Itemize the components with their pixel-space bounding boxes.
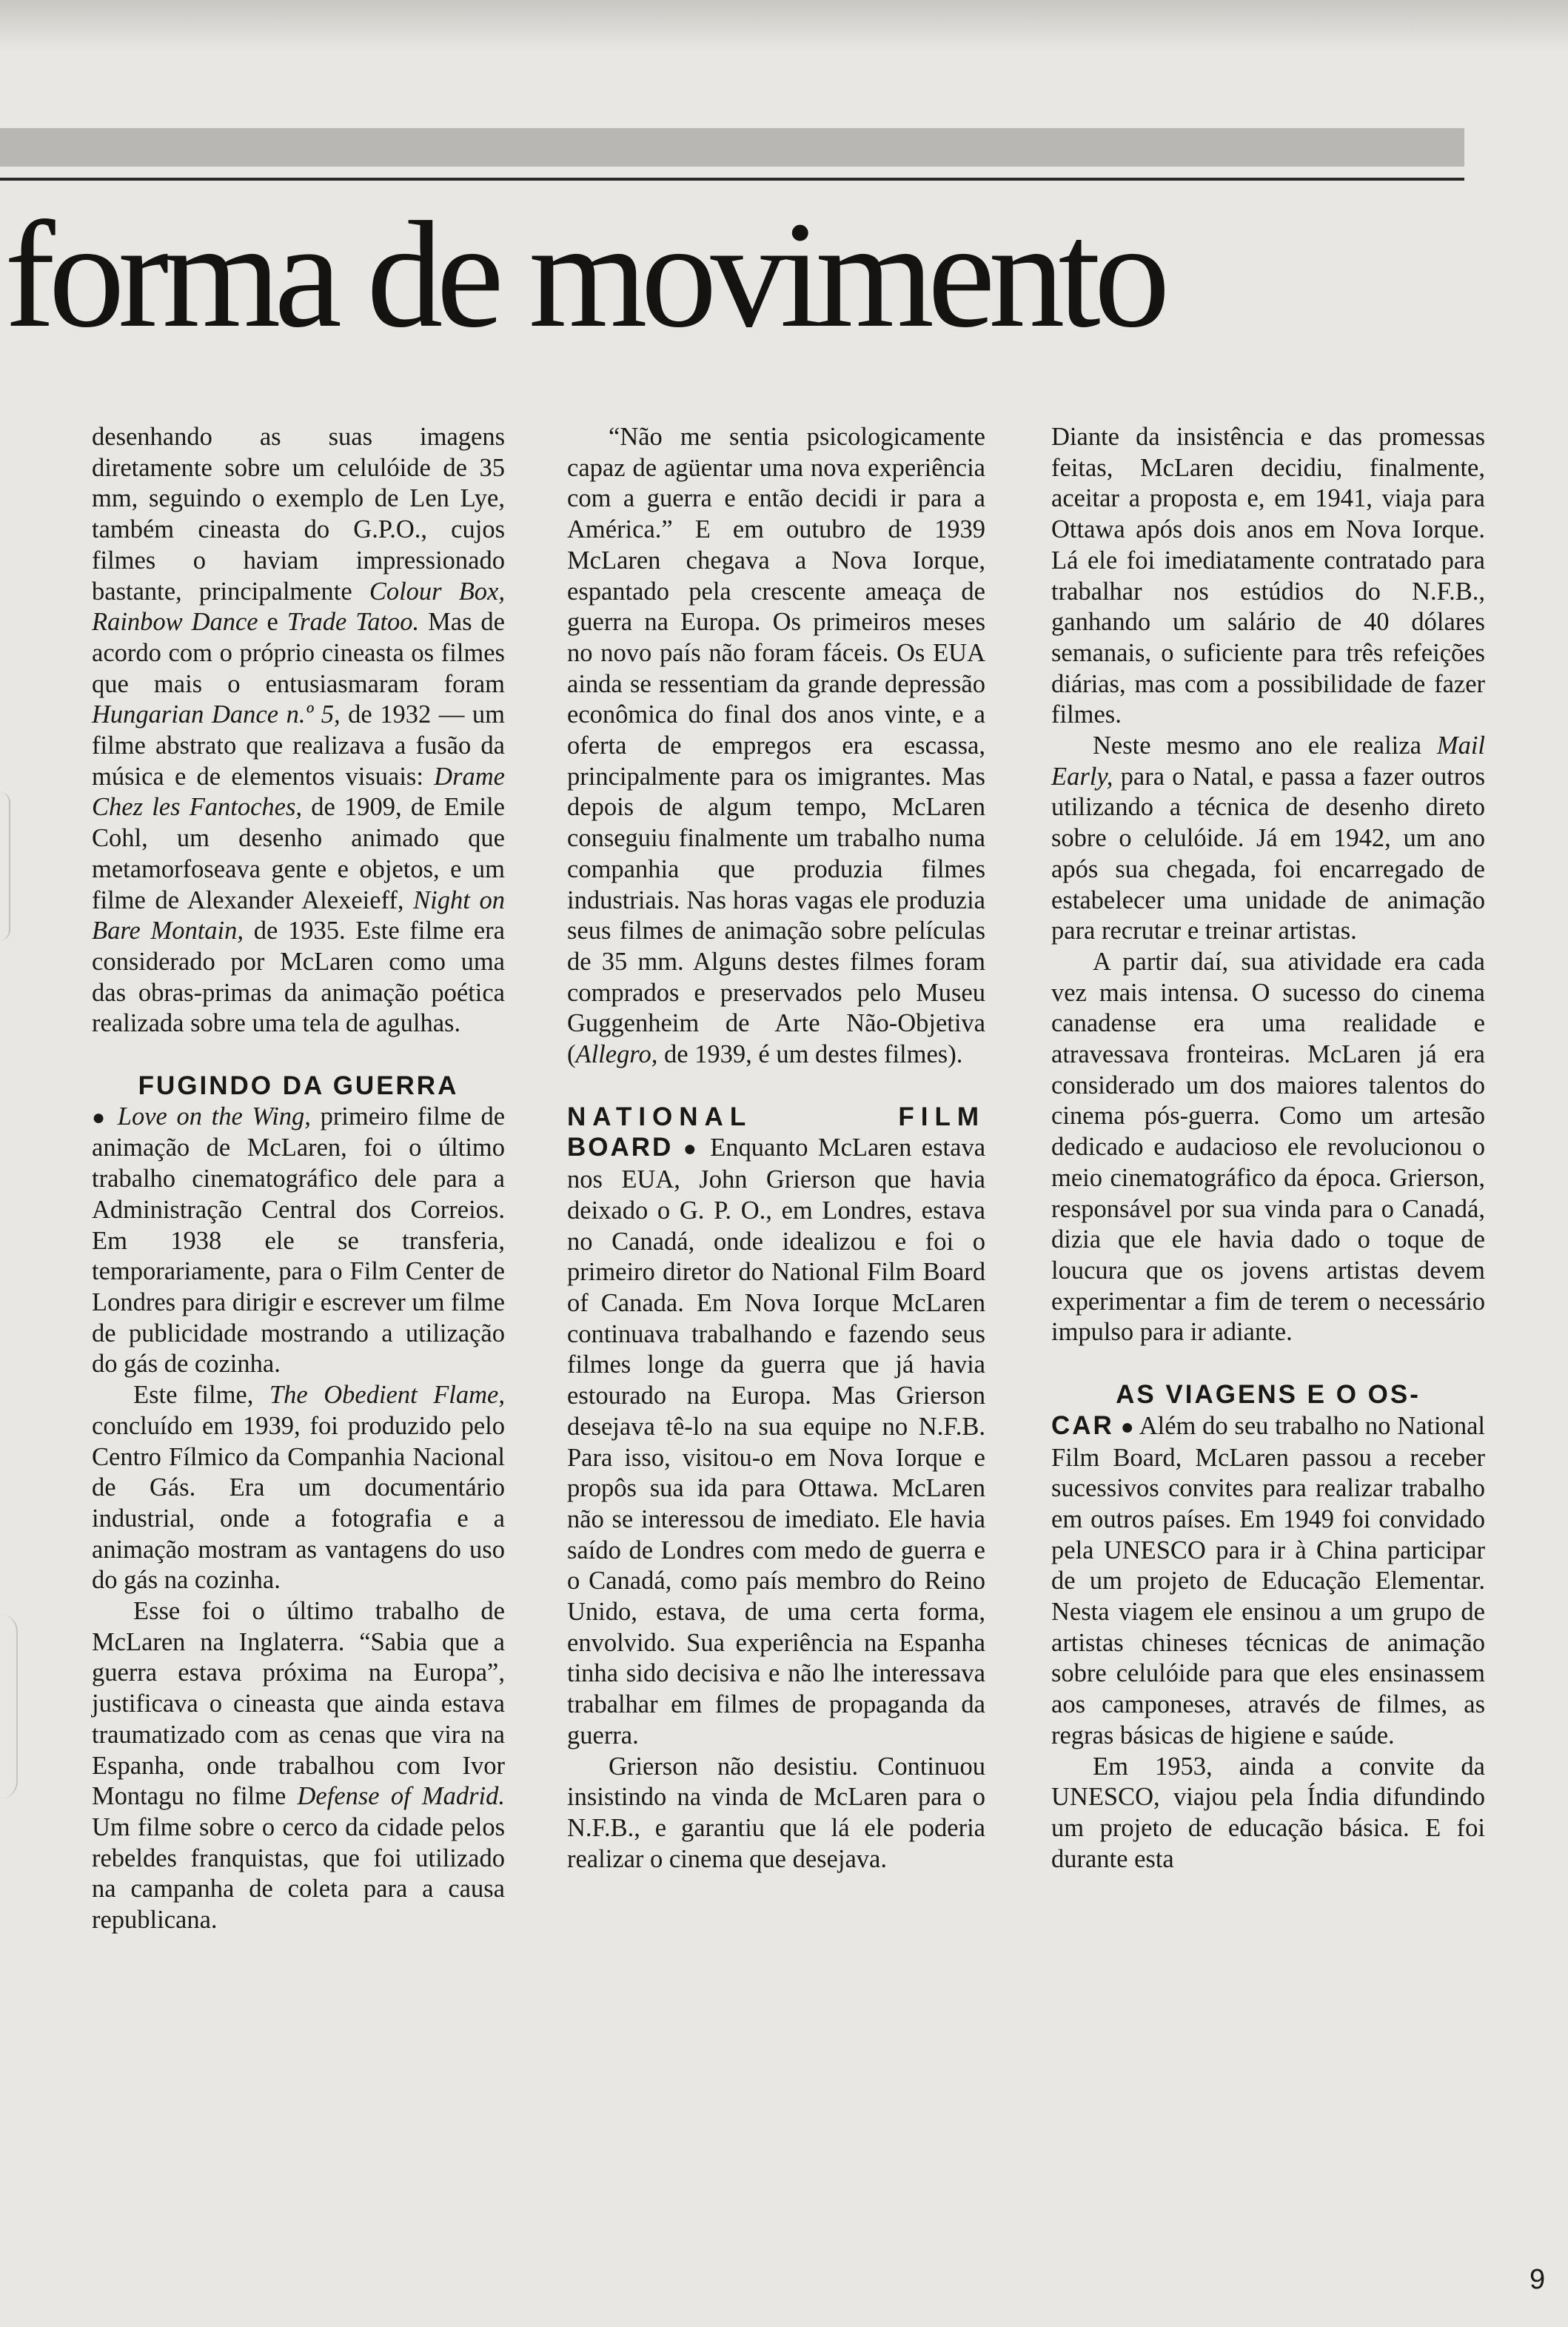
paragraph xyxy=(1051,422,1485,731)
text-run: Grierson não desistiu. Continuou insistindo na vinda de McLaren para o N.F.B., e garantiu que lá ele poderia realizar o cinema que desejava. xyxy=(567,1752,985,1873)
text-run: Enquanto McLaren estava nos EUA, John Grierson que havia deixado o G. P. O., em Londres, estava no Canadá, onde idealizou e foi o primeiro diretor do National Film Board of Canada. Em Nova Iorque McLaren continuava trabalhando e fazendo seus filmes longe da guerra que já havia estourado na Europa. Mas Grierson desejava tê-lo na sua equipe no N.F.B. Para isso, visitou-o em Nova Iorque e propôs sua ida para Ottawa. McLaren não se interessou de imediato. Ele havia saído de Londres com medo de guerra e o Canadá, como país membro do Reino Unido, estava, de uma certa forma, envolvido. Sua experiência na Espanha tinha sido decisiva e não lhe interessava trabalhar em filmes de propaganda da guerra. xyxy=(567,1134,986,1750)
paragraph xyxy=(567,1102,985,1752)
top-shadow xyxy=(0,0,1568,52)
paragraph xyxy=(1051,1379,1485,1751)
section-heading: BOARD xyxy=(567,1133,674,1162)
text-run: Além do seu trabalho no National Film Board, McLaren passou a receber sucessivos convites para realizar trabalho em outros países. Em 1949 foi convidado pela UNESCO para ir à China participar de um projeto de Educação Elementar. Nesta viagem ele ensinou a um grupo de artistas chineses técnicas de animação sobre celulóide para que eles ensinassem aos camponeses, através de filmes, as regras básicas de higiene e saúde. xyxy=(1051,1411,1485,1750)
text-run: Diante da insistência e das promessas feitas, McLaren decidiu, finalmente, aceitar a proposta e, em 1941, viaja para Ottawa após dois anos em Nova Iorque. Lá ele foi imediatamente contratado para trabalhar nos estúdios do N.F.B., ganhando um salário de 40 dólares semanais, o suficiente para três refeições diárias, mas com a possibilidade de fazer filmes. xyxy=(1051,423,1485,729)
film-title: Mail Early, xyxy=(1051,731,1485,791)
text-run: Esse foi o último trabalho de McLaren na Inglaterra. “Sabia que a guerra estava próxima na Europa”, justificava o cineasta que ainda estava traumatizado com as cenas que vira na Espanha, onde trabalhou com Ivor Montagu no filme xyxy=(92,1597,505,1811)
section-heading-block xyxy=(92,1071,505,1102)
text-run: de 1932 — um filme abstrato que realizava a fusão da música e de elementos visuais: xyxy=(92,700,505,791)
paragraph xyxy=(92,1380,505,1596)
header-rule xyxy=(0,178,1464,181)
article-column-1 xyxy=(92,422,505,1936)
text-run: Mas de acordo com o próprio cineasta os filmes que mais o entusiasmaram foram xyxy=(92,608,505,698)
paragraph xyxy=(1051,947,1485,1348)
film-title: Allegro, xyxy=(575,1040,658,1069)
text-run: “Não me sentia psicologicamente capaz de agüentar uma nova experiência com a guerra e então decidi ir para a América.” E em outubro de 1939 McLaren chegava a Nova Iorque, espantado pela crescente ameaça de guerra na Europa. Os primeiros meses no novo país não foram fáceis. Os EUA ainda se ressentiam da grande depressão econômica do final dos anos vinte, e a oferta de empregos era escassa, principalmente para os imigrantes. Mas depois de algum tempo, McLaren conseguiu finalmente um trabalho numa companhia que produzia filmes industriais. Nas horas vagas ele produzia seus filmes de animação sobre películas de 35 mm. Alguns destes filmes foram comprados e preservados pelo Museu Guggenheim de Arte Não-Objetiva ( xyxy=(567,423,985,1069)
page-edge-shadow xyxy=(0,1614,18,1799)
text-run: A partir daí, sua atividade era cada vez mais intensa. O sucesso do cinema canadense era uma realidade e atravessava fronteiras. McLaren já era considerado um dos maiores talentos do cinema pós-guerra. Como um artesão dedicado e audacioso ele revolucionou o meio cinematográfico da época. Grierson, responsável por sua vinda para o Canadá, dizia que ele havia dado o toque de loucura que os jovens artistas devem experimentar a fim de terem o necessário impulso para ir adiante. xyxy=(1051,947,1485,1347)
film-title: Hungarian Dance n.º 5, xyxy=(92,700,341,729)
paragraph xyxy=(567,1752,985,1875)
bullet-icon: ● xyxy=(1120,1414,1134,1439)
film-title: Love on the Wing, xyxy=(117,1102,311,1131)
film-title: Trade Tatoo. xyxy=(287,608,420,637)
paragraph xyxy=(1051,1752,1485,1875)
article-column-3 xyxy=(1051,422,1485,1875)
bullet-icon: ● xyxy=(92,1105,109,1130)
text-run: de 1909, de Emile Cohl, um desenho animado que metamorfoseava gente e objetos, e um filme de Alexander Alexeieff, xyxy=(92,793,505,914)
section-heading: FUGINDO DA GUERRA xyxy=(138,1071,459,1101)
text-run: Em 1953, ainda a convite da UNESCO, viajou pela Índia difundindo um projeto de educação básica. E foi durante esta xyxy=(1051,1752,1485,1873)
film-title: The Obedient Flame, xyxy=(269,1381,505,1410)
film-title: Colour Box, Rainbow Dance xyxy=(92,577,505,637)
film-title: Night on Bare Montain, xyxy=(92,885,506,945)
article-column-2 xyxy=(567,422,985,1875)
paragraph xyxy=(567,422,985,1071)
paragraph xyxy=(1051,731,1485,947)
page-number: 9 xyxy=(1530,2264,1546,2295)
section-heading: CAR xyxy=(1051,1410,1114,1440)
header-band xyxy=(0,128,1464,167)
page-edge-shadow xyxy=(0,792,10,940)
text-run: de 1935. Este filme era considerado por McLaren como uma das obras-primas da animação poética realizada sobre uma tela de agulhas. xyxy=(92,917,505,1038)
paragraph xyxy=(92,422,505,1039)
page-title: forma de movimento xyxy=(4,190,1164,359)
text-run: para o Natal, e passa a fazer outros utilizando a técnica de desenho direto sobre o celulóide. Já em 1942, um ano após sua chegada, foi encarregado de estabelecer uma unidade de animação para recrutar e treinar artistas. xyxy=(1051,762,1485,945)
text-run: Este filme, xyxy=(133,1381,269,1410)
text-run: concluído em 1939, foi produzido pelo Centro Fílmico da Companhia Nacional de Gás. Era um documentário industrial, onde a fotografia e a animação mostram as vantagens do uso do gás na cozinha. xyxy=(92,1411,505,1595)
text-run: desenhando as suas imagens diretamente sobre um celulóide de 35 mm, seguindo o exemplo de Len Lye, também cineasta do G.P.O., cujos filmes o haviam impressionado bastante, principalmente xyxy=(92,423,505,606)
paragraph xyxy=(92,1102,505,1380)
bullet-icon: ● xyxy=(683,1136,700,1162)
text-run: Neste mesmo ano ele realiza xyxy=(1093,731,1437,760)
text-run: Um filme sobre o cerco da cidade pelos rebeldes franquistas, que foi utilizado na campanha de coleta para a causa republicana. xyxy=(92,1812,505,1935)
section-heading: AS VIAGENS E O OS- xyxy=(1116,1380,1421,1410)
paragraph xyxy=(92,1596,505,1936)
text-run: primeiro filme de animação de McLaren, foi o último trabalho cinematográfico dele para a Administração Central dos Correios. Em 1938 ele se transferia, temporariamente, para o Film Center de Londres para dirigir e escrever um filme de publicidade mostrando a utilização do gás de cozinha. xyxy=(92,1102,506,1379)
text-run: e xyxy=(258,608,287,637)
film-title: Drame Chez les Fantoches, xyxy=(92,762,505,822)
film-title: Defense of Madrid. xyxy=(297,1782,505,1811)
section-heading: NATIONAL FILM xyxy=(567,1102,985,1131)
text-run: de 1939, é um destes filmes). xyxy=(657,1040,963,1069)
